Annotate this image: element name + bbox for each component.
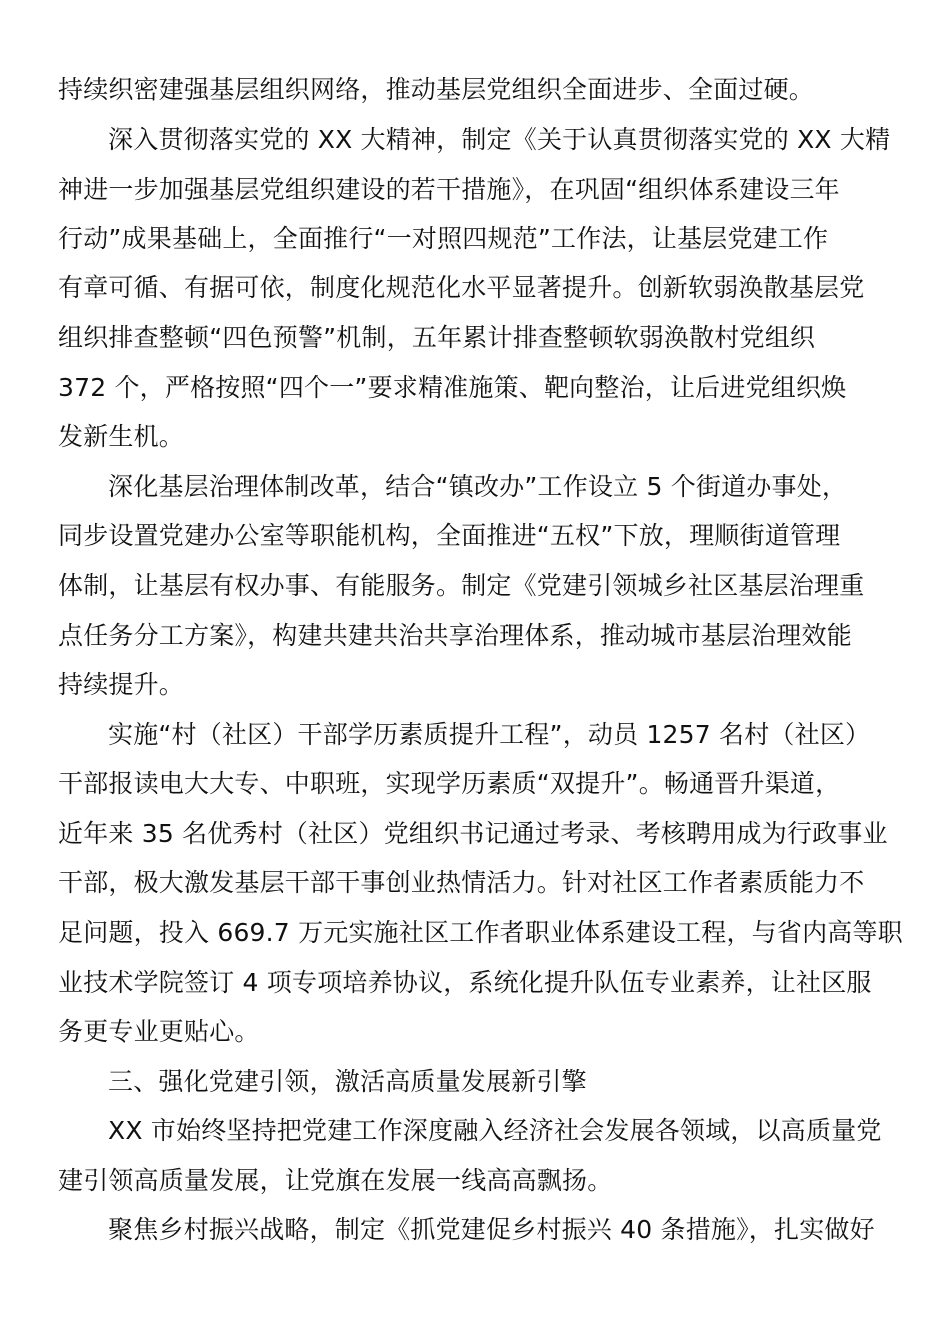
paragraph-line: 深入贯彻落实党的 XX 大精神，制定《关于认真贯彻落实党的 XX 大精 [108,125,891,154]
section-heading: 三、强化党建引领，激活高质量发展新引擎 [108,1067,587,1096]
paragraph-line: 近年来 35 名优秀村（社区）党组织书记通过考录、考核聘用成为行政事业 [58,819,888,848]
paragraph-line: 有章可循、有据可依，制度化规范化水平显著提升。创新软弱涣散基层党 [58,273,865,302]
paragraph-line: 同步设置党建办公室等职能机构，全面推进“五权”下放，理顺街道管理 [58,521,841,550]
paragraph-line: 持续提升。 [58,670,185,699]
paragraph-line: 神进一步加强基层党组织建设的若干措施》，在巩固“组织体系建设三年 [58,175,840,204]
paragraph-line: 业技术学院签订 4 项专项培养协议，系统化提升队伍专业素养，让社区服 [58,968,872,997]
paragraph-line: XX 市始终坚持把党建工作深度融入经济社会发展各领域，以高质量党 [108,1116,882,1145]
paragraph-line: 行动”成果基础上，全面推行“一对照四规范”工作法，让基层党建工作 [58,224,829,253]
paragraph-line: 足问题，投入 669.7 万元实施社区工作者职业体系建设工程，与省内高等职 [58,918,903,947]
paragraph-line: 聚焦乡村振兴战略，制定《抓党建促乡村振兴 40 条措施》，扎实做好 [108,1215,875,1244]
paragraph-line: 建引领高质量发展，让党旗在发展一线高高飘扬。 [58,1166,613,1195]
paragraph-line: 干部，极大激发基层干部干事创业热情活力。针对社区工作者素质能力不 [58,868,865,897]
paragraph-line: 体制，让基层有权办事、有能服务。制定《党建引领城乡社区基层治理重 [58,571,865,600]
paragraph-line: 点任务分工方案》，构建共建共治共享治理体系，推动城市基层治理效能 [58,621,852,650]
paragraph-line: 发新生机。 [58,422,185,451]
paragraph-line: 组织排查整顿“四色预警”机制，五年累计排查整顿软弱涣散村党组织 [58,323,816,352]
paragraph-line: 持续织密建强基层组织网络，推动基层党组织全面进步、全面过硬。 [58,75,815,104]
paragraph-line: 深化基层治理体制改革，结合“镇改办”工作设立 5 个街道办事处， [108,472,848,501]
paragraph-line: 372 个，严格按照“四个一”要求精准施策、靶向整治，让后进党组织焕 [58,373,847,402]
paragraph-line: 实施“村（社区）干部学历素质提升工程”，动员 1257 名村（社区） [108,720,871,749]
paragraph-line: 务更专业更贴心。 [58,1017,260,1046]
paragraph-line: 干部报读电大大专、中职班，实现学历素质“双提升”。畅通晋升渠道， [58,769,841,798]
